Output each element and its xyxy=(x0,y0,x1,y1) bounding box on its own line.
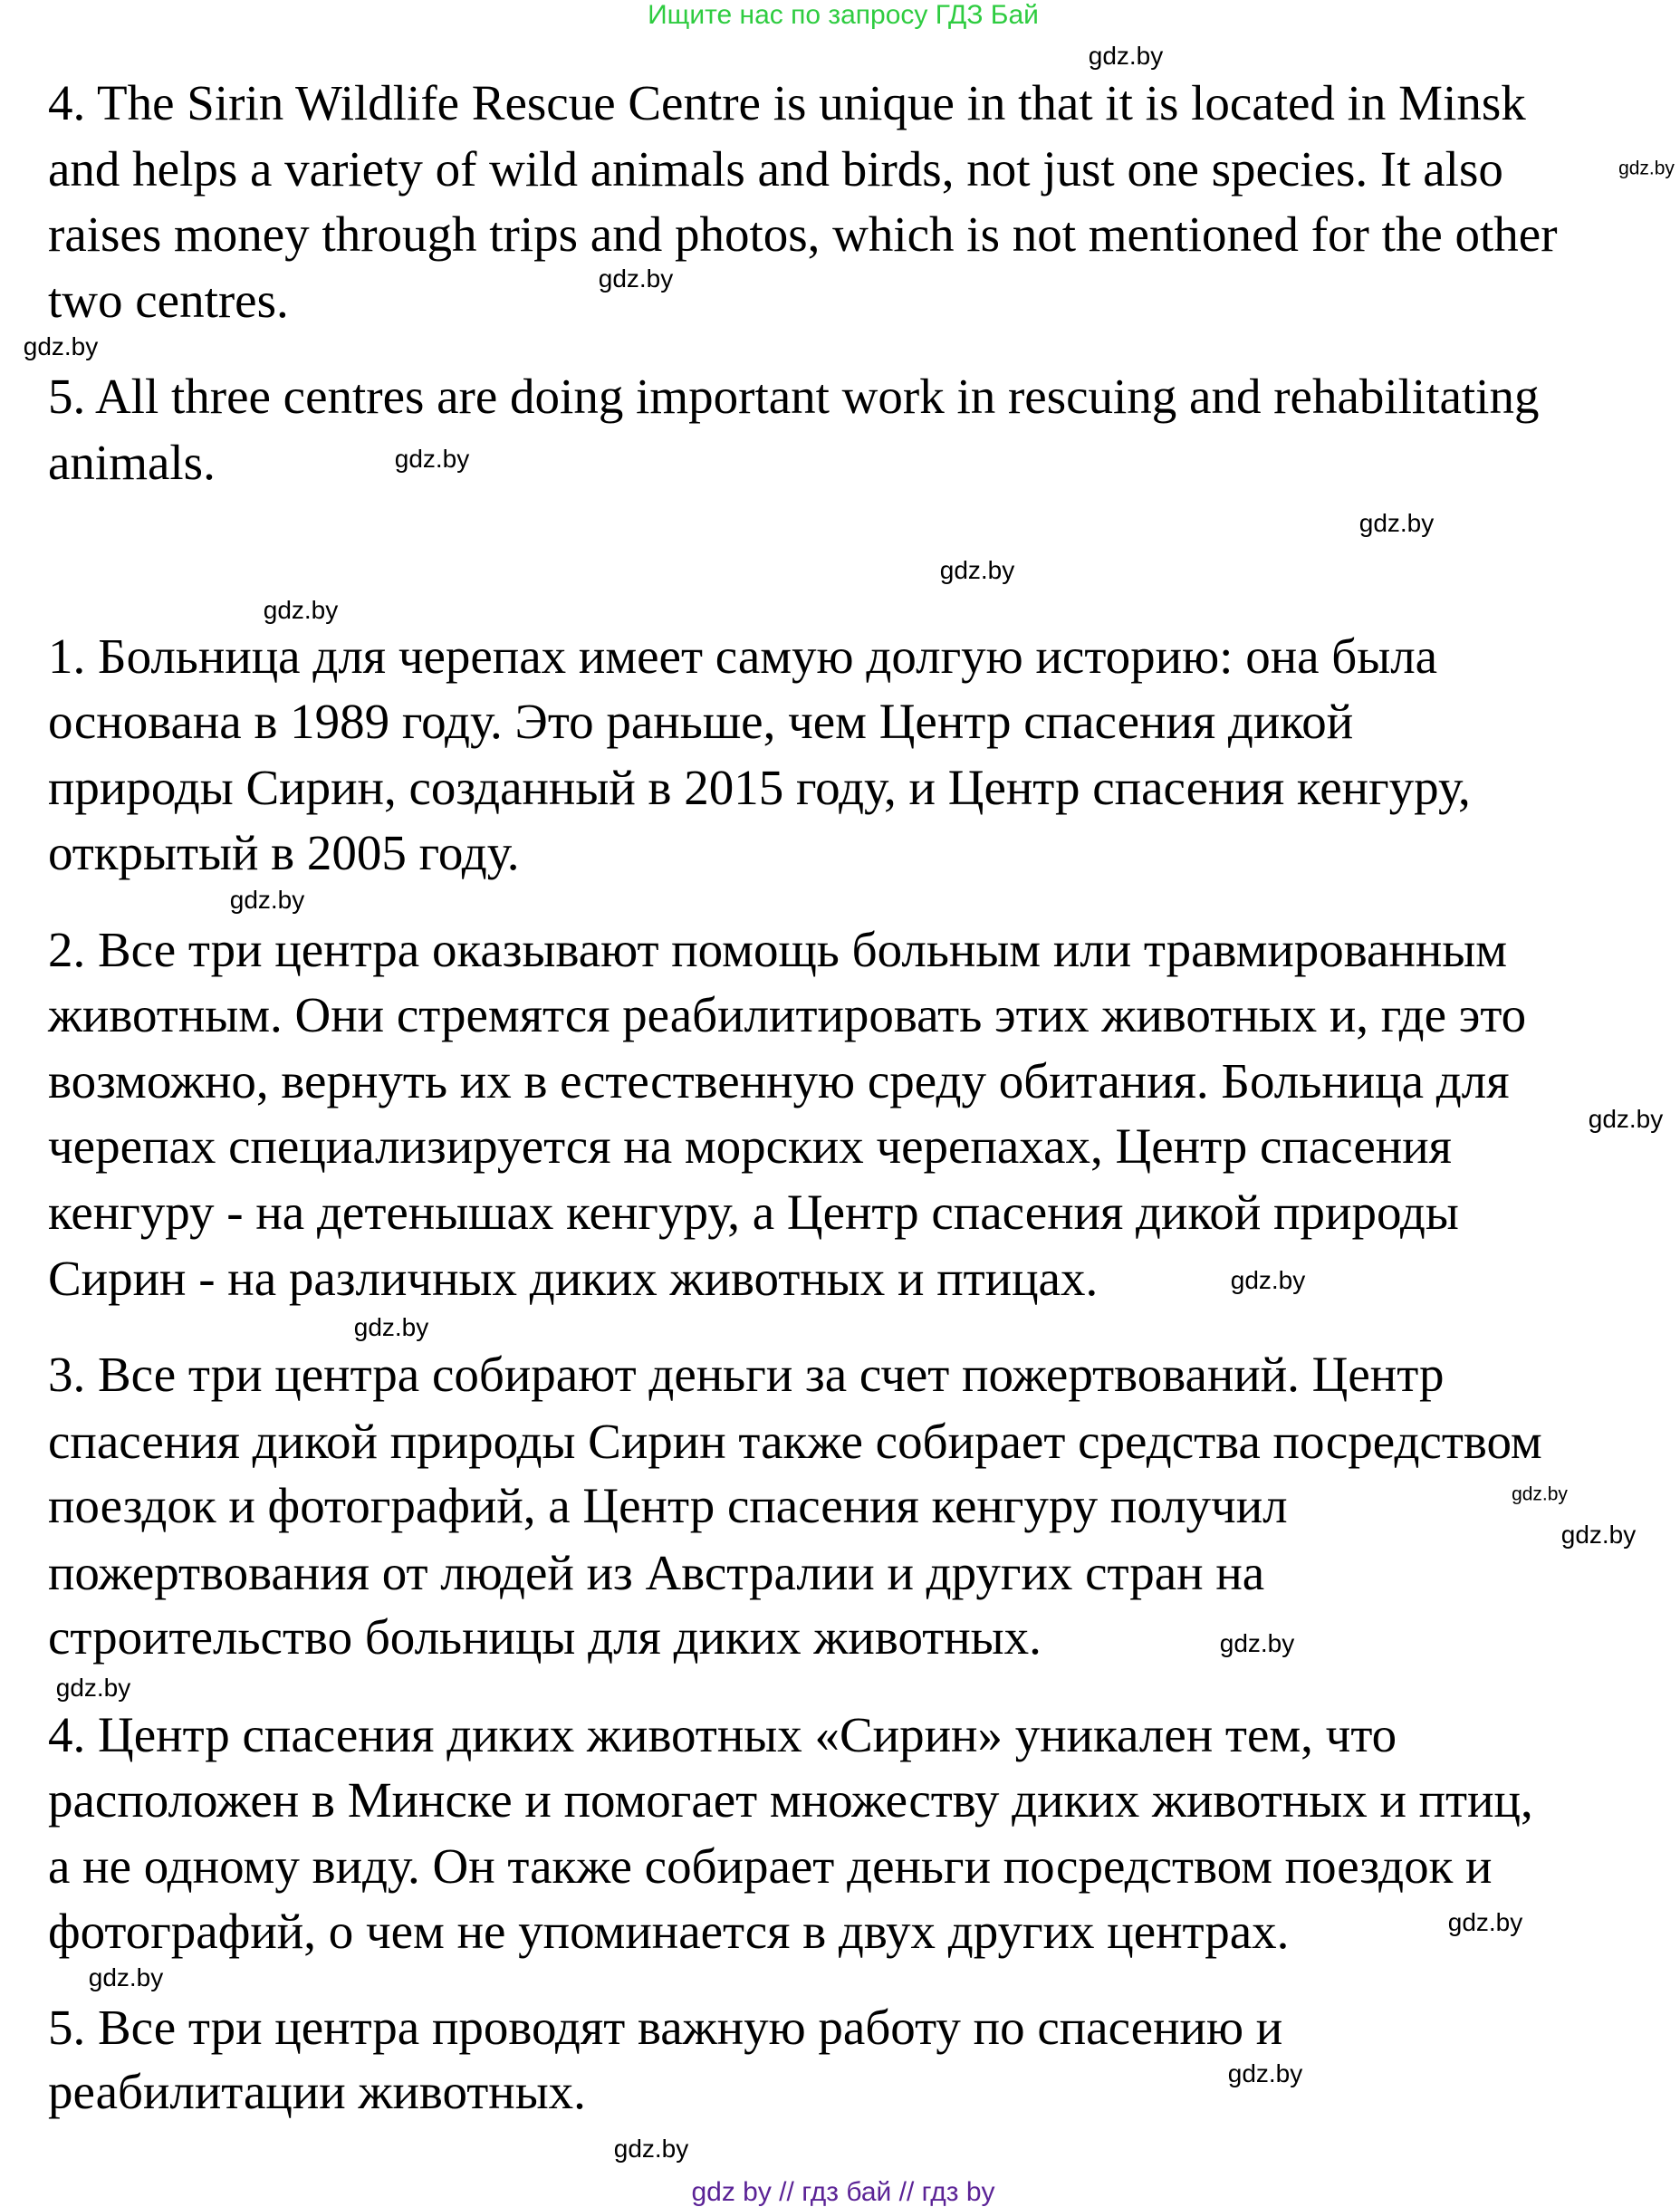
watermark: gdz.by xyxy=(1088,42,1164,70)
text-line: спасения дикой природы Сирин также собирает средства посредством xyxy=(48,1414,1542,1469)
text-line: 1. Больница для черепах имеет самую долгую историю: она была xyxy=(48,629,1438,684)
watermark: gdz.by xyxy=(229,886,305,914)
text-line: 5. All three centres are doing important work in rescuing and rehabilitating xyxy=(48,369,1540,424)
watermark: gdz.by xyxy=(613,2135,689,2163)
watermark: gdz.by xyxy=(1219,1629,1295,1657)
text-line: and helps a variety of wild animals and birds, not just one species. It also xyxy=(48,141,1503,197)
text-line: Сирин - на различных диких животных и птицах. xyxy=(48,1251,1099,1306)
text-line: открытый в 2005 году. xyxy=(48,825,520,880)
text-line: raises money through trips and photos, which is not mentioned for the other xyxy=(48,206,1558,262)
text-line: черепах специализируется на морских черепахах, Центр спасения xyxy=(48,1118,1452,1174)
watermark: gdz.by xyxy=(263,596,339,624)
watermark: gdz.by xyxy=(1618,158,1675,179)
watermark: gdz.by xyxy=(1230,1266,1306,1294)
watermark: gdz.by xyxy=(1227,2059,1303,2087)
text-line: 4. The Sirin Wildlife Rescue Centre is unique in that it is located in Minsk xyxy=(48,75,1526,130)
text-line: поездок и фотографий, а Центр спасения кенгуру получил xyxy=(48,1478,1288,1533)
text-line: строительство больницы для диких животных. xyxy=(48,1609,1042,1665)
text-line: 2. Все три центра оказывают помощь больным или травмированным xyxy=(48,922,1508,977)
text-line: two centres. xyxy=(48,273,289,328)
watermark: gdz.by xyxy=(1447,1908,1523,1936)
watermark: gdz.by xyxy=(1560,1521,1637,1549)
watermark: gdz.by xyxy=(598,264,674,293)
text-line: animals. xyxy=(48,435,216,490)
watermark: gdz.by xyxy=(55,1674,131,1702)
watermark: gdz.by xyxy=(353,1313,429,1341)
watermark: gdz.by xyxy=(939,556,1015,584)
text-line: возможно, вернуть их в естественную среду обитания. Больница для xyxy=(48,1053,1510,1108)
text-line: расположен в Минске и помогает множеству диких животных и птиц, xyxy=(48,1772,1533,1828)
watermark: gdz.by xyxy=(23,332,99,360)
watermark: gdz.by xyxy=(1588,1105,1664,1133)
watermark: gdz.by xyxy=(1358,509,1435,537)
text-line: природы Сирин, созданный в 2015 году, и Центр спасения кенгуру, xyxy=(48,760,1471,815)
text-line: 4. Центр спасения диких животных «Сирин» уникален тем, что xyxy=(48,1707,1397,1762)
text-line: а не одному виду. Он также собирает деньги посредством поездок и xyxy=(48,1838,1493,1894)
search-hint-banner[interactable]: Ищите нас по запросу ГДЗ Бай xyxy=(648,0,1039,30)
text-line: пожертвования от людей из Австралии и других стран на xyxy=(48,1545,1265,1600)
text-line: кенгуру - на детенышах кенгуру, а Центр спасения дикой природы xyxy=(48,1185,1459,1240)
watermark: gdz.by xyxy=(88,1963,164,1991)
watermark: gdz.by xyxy=(1512,1483,1568,1505)
footer-links[interactable]: gdz by // гдз бай // гдз by xyxy=(691,2177,995,2207)
text-line: фотографий, о чем не упоминается в двух других центрах. xyxy=(48,1904,1290,1959)
watermark: gdz.by xyxy=(394,445,470,473)
text-line: 3. Все три центра собирают деньги за счет пожертвований. Центр xyxy=(48,1347,1445,1402)
text-line: животным. Они стремятся реабилитировать этих животных и, где это xyxy=(48,987,1527,1042)
text-line: реабилитации животных. xyxy=(48,2064,586,2119)
text-line: 5. Все три центра проводят важную работу по спасению и xyxy=(48,2000,1283,2055)
text-line: основана в 1989 году. Это раньше, чем Центр спасения дикой xyxy=(48,694,1354,749)
